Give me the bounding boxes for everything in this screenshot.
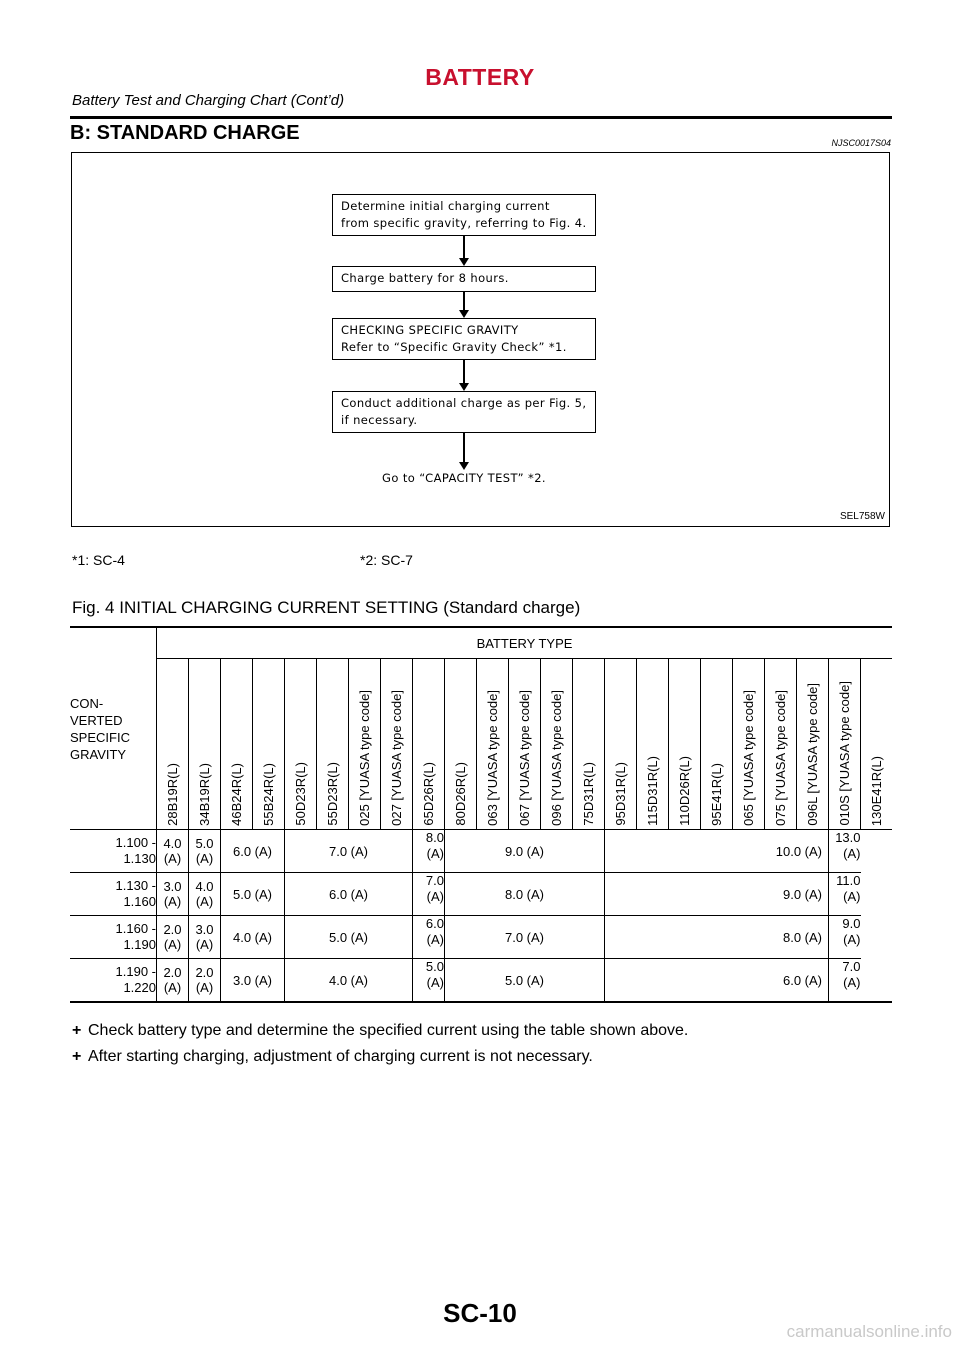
battery-type-column	[221, 659, 253, 830]
flow-end-capacity-test: Go to “CAPACITY TEST” *2.	[382, 471, 546, 485]
battery-type-column	[157, 659, 189, 830]
current-value-cell: 2.0 (A)	[189, 959, 221, 1003]
battery-type-label: 110D26R(L)	[677, 756, 692, 826]
current-value-cell: 10.0 (A)	[605, 830, 829, 873]
current-value-cell: 13.0 (A)	[829, 830, 861, 873]
battery-type-label: 027 [YUASA type code]	[389, 690, 404, 826]
battery-type-column	[605, 659, 637, 830]
current-value-cell: 6.0 (A)	[605, 959, 829, 1003]
battery-type-column	[253, 659, 285, 830]
notes-list	[72, 1018, 688, 1070]
battery-type-column	[573, 659, 605, 830]
current-value-cell: 7.0 (A)	[445, 916, 605, 959]
battery-type-row	[70, 659, 892, 830]
battery-type-label: 096L [YUASA type code]	[805, 683, 820, 826]
list-item	[72, 1018, 688, 1044]
flow-arrow	[463, 292, 465, 311]
battery-type-column	[509, 659, 541, 830]
current-value-cell: 8.0 (A)	[445, 873, 605, 916]
battery-type-label: 50D23R(L)	[293, 762, 308, 826]
battery-type-column	[669, 659, 701, 830]
current-value-cell: 3.0 (A)	[221, 959, 285, 1003]
battery-type-label: 95D31R(L)	[613, 762, 628, 826]
battery-type-column	[797, 659, 829, 830]
battery-type-label: 065 [YUASA type code]	[741, 690, 756, 826]
section-heading: B: STANDARD CHARGE	[70, 122, 300, 144]
battery-type-column	[477, 659, 509, 830]
current-value-cell: 5.0 (A)	[221, 873, 285, 916]
gravity-column-header: CON- VERTED SPECIFIC GRAVITY	[70, 627, 157, 830]
bullet-icon: +	[72, 1048, 82, 1065]
battery-type-label: 096 [YUASA type code]	[549, 690, 564, 826]
current-value-cell: 7.0 (A)	[829, 959, 861, 1003]
current-value-cell: 7.0 (A)	[413, 873, 445, 916]
flow-step-initial-current: Determine initial charging current from specific gravity, referring to Fig. 4.	[332, 194, 596, 236]
flow-step-additional-charge: Conduct additional charge as per Fig. 5, if necessary.	[332, 391, 596, 433]
battery-type-label: 075 [YUASA type code]	[773, 690, 788, 826]
battery-type-header: BATTERY TYPE	[157, 627, 893, 659]
battery-type-column	[189, 659, 221, 830]
watermark: carmanualsonline.info	[786, 1322, 952, 1341]
battery-type-column	[701, 659, 733, 830]
battery-type-label: 55D23R(L)	[325, 762, 340, 826]
footnote-1: *1: SC-4	[72, 552, 125, 568]
battery-type-column	[445, 659, 477, 830]
battery-type-label: 28B19R(L)	[165, 763, 180, 826]
current-value-cell: 4.0 (A)	[189, 873, 221, 916]
battery-type-label: 75D31R(L)	[581, 762, 596, 826]
table-row	[70, 873, 892, 916]
battery-type-label: 115D31R(L)	[645, 756, 660, 826]
table-row	[70, 916, 892, 959]
note-text: After starting charging, adjustment of charging current is not necessary.	[88, 1048, 593, 1065]
battery-type-column	[285, 659, 317, 830]
flowchart-figure	[71, 152, 890, 527]
table-title: Fig. 4 INITIAL CHARGING CURRENT SETTING (Standard charge)	[72, 598, 581, 617]
specific-gravity-cell: 1.190 - 1.220	[70, 959, 157, 1003]
battery-type-label: 067 [YUASA type code]	[517, 690, 532, 826]
current-value-cell: 6.0 (A)	[221, 830, 285, 873]
current-value-cell: 5.0 (A)	[189, 830, 221, 873]
current-value-cell: 6.0 (A)	[413, 916, 445, 959]
flow-arrow	[463, 433, 465, 463]
value-rows	[70, 830, 892, 1003]
current-value-cell: 5.0 (A)	[413, 959, 445, 1003]
current-value-cell: 8.0 (A)	[413, 830, 445, 873]
battery-type-column	[541, 659, 573, 830]
current-value-cell: 8.0 (A)	[605, 916, 829, 959]
battery-type-column	[765, 659, 797, 830]
page-number: SC-10	[443, 1298, 517, 1328]
figure-code: SEL758W	[839, 511, 885, 522]
current-value-cell: 9.0 (A)	[829, 916, 861, 959]
battery-type-column	[637, 659, 669, 830]
table-row	[70, 830, 892, 873]
footnote-2: *2: SC-7	[360, 552, 413, 568]
current-value-cell: 5.0 (A)	[285, 916, 413, 959]
battery-type-label: 46B24R(L)	[229, 763, 244, 826]
battery-type-column	[381, 659, 413, 830]
battery-type-label: 65D26R(L)	[421, 762, 436, 826]
flow-step-charge: Charge battery for 8 hours.	[332, 266, 596, 292]
charging-current-table	[70, 626, 892, 1003]
flow-arrow	[463, 236, 465, 259]
current-value-cell: 3.0 (A)	[189, 916, 221, 959]
battery-type-label: 34B19R(L)	[197, 763, 212, 826]
table-header-row	[70, 627, 892, 659]
battery-type-column	[829, 659, 861, 830]
battery-type-column	[317, 659, 349, 830]
battery-type-label: 010S [YUASA type code]	[837, 681, 852, 826]
battery-type-label: 95E41R(L)	[709, 763, 724, 826]
list-item	[72, 1044, 688, 1070]
battery-type-column	[349, 659, 381, 830]
current-value-cell: 4.0 (A)	[221, 916, 285, 959]
current-value-cell: 4.0 (A)	[157, 830, 189, 873]
current-value-cell: 4.0 (A)	[285, 959, 413, 1003]
current-value-cell: 9.0 (A)	[445, 830, 605, 873]
current-value-cell: 11.0 (A)	[829, 873, 861, 916]
page-subtitle: Battery Test and Charging Chart (Cont’d)	[72, 92, 345, 109]
note-text: Check battery type and determine the specified current using the table shown above.	[88, 1022, 689, 1039]
specific-gravity-cell: 1.130 - 1.160	[70, 873, 157, 916]
specific-gravity-cell: 1.100 - 1.130	[70, 830, 157, 873]
current-value-cell: 2.0 (A)	[157, 959, 189, 1003]
current-value-cell: 7.0 (A)	[285, 830, 413, 873]
battery-type-label: 55B24R(L)	[261, 763, 276, 826]
battery-type-label: 130E41R(L)	[869, 755, 884, 826]
current-value-cell: 2.0 (A)	[157, 916, 189, 959]
bullet-icon: +	[72, 1022, 82, 1039]
header-rule	[70, 116, 892, 119]
current-value-cell: 6.0 (A)	[285, 873, 413, 916]
table-row	[70, 959, 892, 1003]
specific-gravity-cell: 1.160 - 1.190	[70, 916, 157, 959]
battery-type-label: 025 [YUASA type code]	[357, 690, 372, 826]
flow-arrow	[463, 360, 465, 384]
battery-type-label: 063 [YUASA type code]	[485, 690, 500, 826]
battery-type-label: 80D26R(L)	[453, 762, 468, 826]
current-value-cell: 9.0 (A)	[605, 873, 829, 916]
battery-type-column	[413, 659, 445, 830]
section-code: NJSC0017S04	[831, 138, 891, 148]
battery-type-column	[861, 659, 893, 830]
flow-step-check-gravity: CHECKING SPECIFIC GRAVITY Refer to “Specific Gravity Check” *1.	[332, 318, 596, 360]
battery-type-column	[733, 659, 765, 830]
current-value-cell: 3.0 (A)	[157, 873, 189, 916]
page-title: BATTERY	[425, 64, 535, 90]
current-value-cell: 5.0 (A)	[445, 959, 605, 1003]
